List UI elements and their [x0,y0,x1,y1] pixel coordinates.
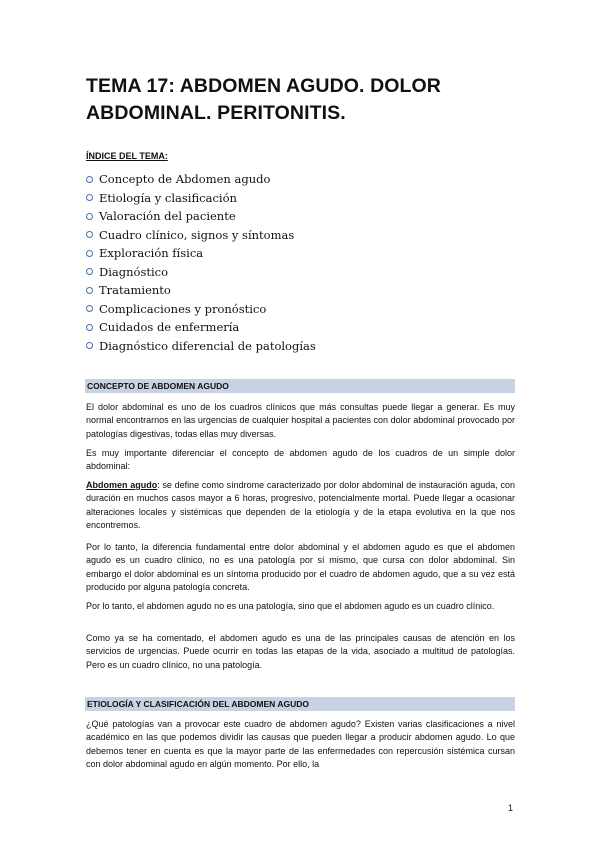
document-title: TEMA 17: ABDOMEN AGUDO. DOLOR ABDOMINAL. PERITONITIS. [86,75,441,124]
table-of-contents [86,170,316,355]
bullet-icon [86,324,93,331]
toc-item [86,300,316,319]
bullet-icon [86,176,93,183]
toc-item [86,263,316,282]
bullet-icon [86,250,93,257]
term-abdomen-agudo: Abdomen agudo [86,480,158,490]
toc-item-label: Cuadro clínico, signos y síntomas [99,227,295,242]
paragraph-definition [86,479,515,533]
toc-item-label: Complicaciones y pronóstico [99,301,267,316]
bullet-icon [86,305,93,312]
bullet-icon [86,231,93,238]
toc-item-label: Valoración del paciente [99,209,236,224]
bullet-icon [86,268,93,275]
page-number: 1 [508,803,514,813]
paragraph: ¿Qué patologías van a provocar este cuadro de abdomen agudo? Existen varias clasificaciones a nivel académico en las que podemos dividir las causas que pueden llegar a producir abdomen agudo. Lo que debemos tener en cuenta es que la mayor parte de las enfermedades con repercusión sistémica cursan con dolor abdominal agudo en algún momento. Por ello, la [86,719,515,770]
toc-item [86,281,316,300]
toc-item [86,226,316,245]
toc-item-label: Exploración física [99,246,204,261]
definition-text: : se define como síndrome caracterizado por dolor abdominal de instauración aguda, con duración en muchos casos mayor a 6 horas, progresivo, potencialmente mortal. Puede llegar a ocasionar alteraciones locales y sistémicas que dependen de la etiología y de la etapa evolutiva en la que nos encontremos. [86,480,515,531]
toc-item [86,337,316,356]
toc-item [86,189,316,208]
paragraph: Como ya se ha comentado, el abdomen agudo es una de las principales causas de atención en los servicios de urgencias. Puede ocurrir en todas las etapas de la vida, asociado a multitud de patologías. Pero es un cuadro clínico, no una patología. [86,633,515,670]
paragraph: Es muy importante diferenciar el concepto de abdomen agudo de los cuadros de un simple dolor abdominal: [86,448,515,472]
toc-item [86,170,316,189]
bullet-icon [86,342,93,349]
toc-item-label: Etiología y clasificación [99,190,237,205]
paragraph: El dolor abdominal es uno de los cuadros clínicos que más consultas puede llegar a generar. Es muy normal encontrarnos en las urgencias de cualquier hospital a pacientes con dolor abdominal provocado por patologías digestivas, todas ellas muy diversas. [86,402,515,439]
index-label: ÍNDICE DEL TEMA: [86,151,168,161]
toc-item-label: Concepto de Abdomen agudo [99,172,271,187]
paragraph: Por lo tanto, el abdomen agudo no es una patología, sino que el abdomen agudo es un cuadro clínico. [86,601,495,611]
toc-item-label: Diagnóstico [99,264,169,279]
section-heading-etiologia: ETIOLOGÍA Y CLASIFICACIÓN DEL ABDOMEN AGUDO [85,697,515,711]
bullet-icon [86,213,93,220]
toc-item-label: Tratamiento [99,283,171,298]
toc-item [86,318,316,337]
paragraph: Por lo tanto, la diferencia fundamental entre dolor abdominal y el abdomen agudo es que el abdomen agudo es un cuadro clínico, no es una patología por sí mismo, que cursa con dolor abdominal. Sin embargo el dolor abdominal es un síntoma producido por el cuadro de abdomen agudo, que a su vez está producido por alguna patología concreta. [86,542,515,593]
section-heading-concepto: CONCEPTO DE ABDOMEN AGUDO [85,379,515,393]
bullet-icon [86,287,93,294]
toc-item-label: Diagnóstico diferencial de patologías [99,338,316,353]
toc-item-label: Cuidados de enfermería [99,320,240,335]
bullet-icon [86,194,93,201]
toc-item [86,244,316,263]
toc-item [86,207,316,226]
